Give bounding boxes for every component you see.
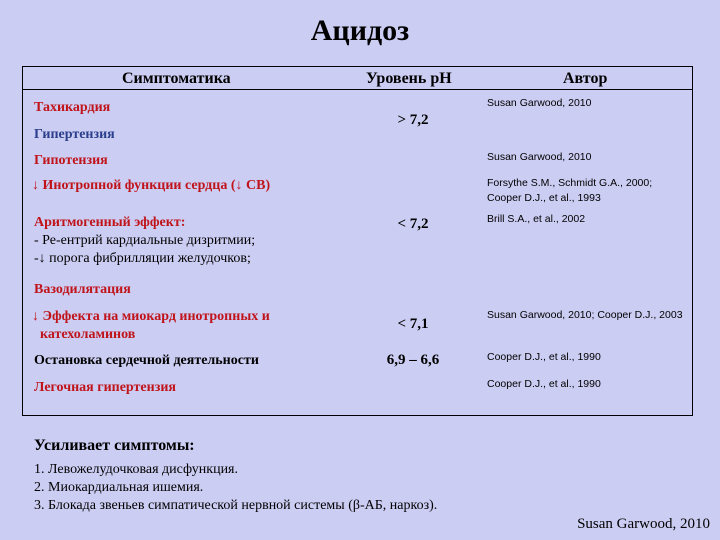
symptom-hypertension: Гипертензия [34,127,115,142]
page-title: Ацидоз [310,14,410,47]
arrhythmia-line-2-text: порога фибрилляции желудочков; [45,251,251,266]
arrhythmia-line-1: - Ре-ентрий кардиальные дизритмии; [34,233,256,248]
symptom-inotropic-end: СВ) [242,178,271,193]
ph-r5: < 7,2 [397,216,429,232]
author-r7: Susan Garwood, 2010; Cooper D.J., 2003 [487,309,683,321]
author-r4 [487,176,652,206]
symptom-arrhythmia: Аритмогенный эффект: [34,215,186,230]
author-r4-line2: Cooper D.J., et al., 1993 [487,192,601,204]
ph-r8: 6,9 – 6,6 [386,352,440,368]
notes-item: 2. Миокардиальная ишемия. [34,480,204,495]
symptom-inotropic-text: Инотропной функции сердца ( [42,178,236,193]
symptom-inotropic [32,178,270,194]
symptom-vasodilation: Вазодилятация [34,282,131,297]
myocard-effect-line2: катехоламинов [40,327,136,342]
author-r4-line1: Forsythe S.M., Schmidt G.A., 2000; [487,177,653,189]
author-r9: Cooper D.J., et al., 1990 [487,378,601,390]
author-r3: Susan Garwood, 2010 [487,151,592,163]
table-bottom-line [22,415,693,416]
ph-r7: < 7,1 [397,316,429,332]
myocard-effect-text: Эффекта на миокард инотропных и [39,309,270,324]
symptom-pulmonary-hypertension: Легочная гипертензия [34,380,176,395]
author-r8: Cooper D.J., et al., 1990 [487,351,601,363]
symptom-hypotension: Гипотензия [34,153,108,168]
symptom-cardiac-arrest: Остановка сердечной деятельности [34,353,259,368]
down-arrow-icon: ↓ [38,251,46,266]
credit: Susan Garwood, 2010 [577,516,710,532]
header-author: Автор [563,70,608,87]
notes-item: 3. Блокада звеньев симпатической нервной системы (β-АБ, наркоз). [34,498,438,513]
author-r1: Susan Garwood, 2010 [487,97,592,109]
down-arrow-icon: ↓ [235,178,243,193]
arrhythmia-line-2 [34,250,255,268]
author-r5: Brill S.A., et al., 2002 [487,213,586,225]
header-ph: Уровень рН [366,70,452,87]
notes-item: 1. Левожелудочковая дисфункция. [34,462,238,477]
down-arrow-icon: ↓ [32,309,39,324]
notes-list [34,461,437,515]
arrhythmia-dash: - [34,251,39,266]
header-divider [22,89,693,90]
symptom-tachycardia: Тахикардия [34,100,111,115]
ph-r2: > 7,2 [397,112,429,128]
down-arrow-icon: ↓ [32,178,39,193]
symptom-myocard-effect [32,308,270,344]
symptom-arrhythmia-block [34,214,255,268]
notes-heading: Усиливает симптомы: [34,437,195,454]
header-symptoms: Симптоматика [122,70,231,87]
